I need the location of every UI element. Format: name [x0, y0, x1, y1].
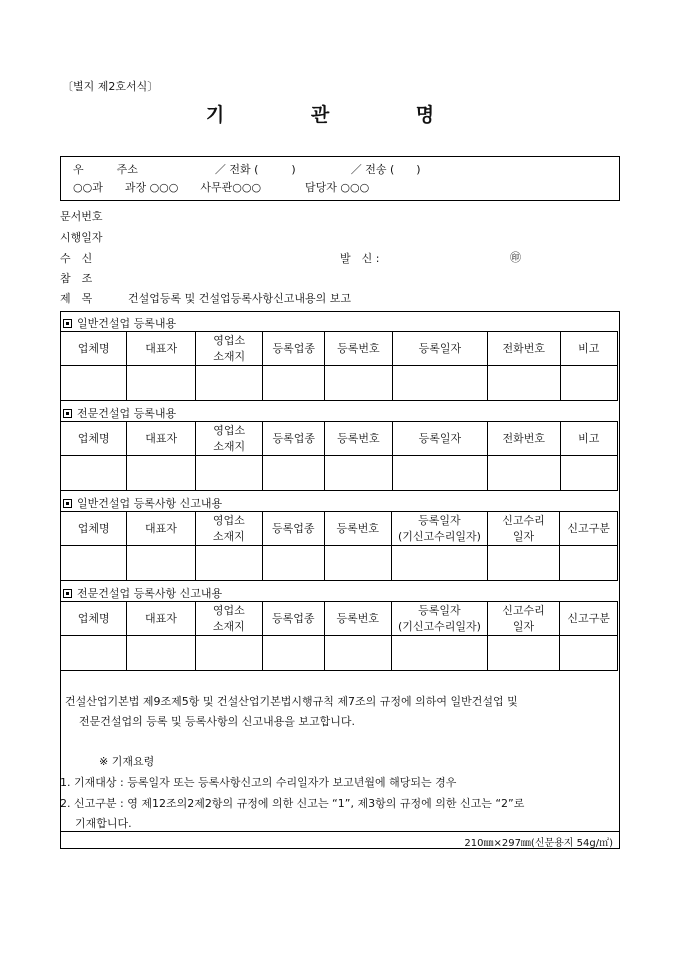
table-cell[interactable] [560, 636, 618, 671]
table-cell[interactable] [560, 546, 618, 581]
section-marker-icon [63, 409, 72, 418]
table-cell[interactable] [195, 636, 262, 671]
column-header [487, 602, 559, 636]
section-specialty-registration [63, 405, 176, 421]
footer-divider [60, 831, 620, 832]
column-header: 대표자 [127, 602, 195, 636]
table-cell[interactable] [61, 366, 127, 401]
column-header: 신고구분 [560, 512, 618, 546]
column-header: 비고 [560, 332, 618, 366]
column-header: 대표자 [127, 512, 195, 546]
report-form [60, 311, 620, 849]
table-cell[interactable] [61, 636, 127, 671]
address-line: 우 주소 ／ 전화 ( ) ／ 전송 ( ) [73, 163, 421, 176]
column-header: 등록번호 [325, 422, 393, 456]
table-cell[interactable] [324, 546, 392, 581]
table-cell[interactable] [195, 366, 262, 401]
column-header [195, 422, 262, 456]
column-header: 대표자 [127, 422, 195, 456]
column-header: 업체명 [61, 332, 127, 366]
table-cell[interactable] [263, 366, 325, 401]
header-line: 영업소 소재지 [213, 423, 246, 453]
table-cell[interactable] [127, 636, 195, 671]
column-header: 등록번호 [325, 332, 393, 366]
subject-text: 건설업등록 및 건설업등록사항신고내용의 보고 [128, 292, 352, 305]
column-header [195, 332, 262, 366]
column-header [195, 512, 262, 546]
sender-label: 발 신 : [340, 252, 380, 265]
doc-number-label: 문서번호 [60, 210, 103, 223]
table-cell[interactable] [560, 456, 618, 491]
column-header: 전화번호 [487, 422, 560, 456]
general-changes-table [60, 511, 618, 581]
report-statement-line1: 건설산업기본법 제9조제5항 및 건설산업기본법시행규칙 제7조의 규정에 의하여 일반건설업 및 [65, 695, 518, 708]
section-label: 일반건설업 등록내용 [77, 317, 177, 330]
table-cell[interactable] [392, 636, 488, 671]
table-cell[interactable] [325, 366, 393, 401]
column-header: 등록번호 [324, 602, 392, 636]
subject-label: 제 목 [60, 292, 93, 305]
header-line: 등록일자 (기신고수리일자) [397, 513, 481, 543]
report-statement-line2: 전문건설업의 등록 및 등록사항의 신고내용을 보고합니다. [79, 715, 356, 728]
column-header: 비고 [560, 422, 618, 456]
section-general-registration [63, 315, 176, 331]
header-line: 등록일자 (기신고수리일자) [397, 603, 481, 633]
form-number-label: 〔별지 제2호서식〕 [62, 80, 159, 93]
header-line: 영업소 소재지 [213, 333, 246, 363]
column-header [195, 602, 262, 636]
column-header: 대표자 [127, 332, 195, 366]
reference-label: 참 조 [60, 272, 93, 285]
header-line: 신고수리 일자 [502, 513, 545, 543]
table-cell[interactable] [392, 456, 487, 491]
table-cell[interactable] [127, 546, 195, 581]
instruction-item-2: 2. 신고구분 : 영 제12조의2제2항의 규정에 의한 신고는 “1”, 제3항의 규정에 의한 신고는 “2”로 [60, 797, 525, 810]
general-registration-table [60, 331, 618, 401]
issue-date-label: 시행일자 [60, 231, 103, 244]
section-label: 전문건설업 등록내용 [77, 407, 177, 420]
section-specialty-changes [63, 585, 222, 601]
contact-line: ○○과 과장 ○○○ 사무관○○○ 담당자 ○○○ [73, 181, 370, 194]
column-header: 등록번호 [324, 512, 392, 546]
address-box [60, 156, 620, 201]
table-cell[interactable] [487, 366, 560, 401]
header-line: 영업소 소재지 [212, 513, 245, 543]
table-cell[interactable] [487, 546, 559, 581]
table-cell[interactable] [127, 366, 195, 401]
section-marker-icon [63, 499, 72, 508]
table-cell[interactable] [61, 546, 127, 581]
column-header [487, 512, 559, 546]
column-header: 등록업종 [262, 602, 324, 636]
table-cell[interactable] [263, 456, 325, 491]
paper-spec: 210㎜×297㎜(신문용지 54g/㎡) [464, 838, 613, 849]
table-cell[interactable] [324, 636, 392, 671]
instruction-item-1: 1. 기재대상 : 등록일자 또는 등록사항신고의 수리일자가 보고년월에 해당되는 경우 [60, 776, 457, 789]
column-header: 등록일자 [392, 422, 487, 456]
section-general-changes [63, 495, 222, 511]
table-cell[interactable] [392, 546, 488, 581]
table-cell[interactable] [195, 546, 262, 581]
column-header: 업체명 [61, 422, 127, 456]
table-cell[interactable] [61, 456, 127, 491]
column-header [392, 602, 488, 636]
column-header: 등록업종 [263, 422, 325, 456]
table-cell[interactable] [195, 456, 262, 491]
header-line: 영업소 소재지 [212, 603, 245, 633]
section-marker-icon [63, 589, 72, 598]
table-cell[interactable] [560, 366, 618, 401]
seal-mark: ㊞ [510, 251, 521, 264]
column-header: 신고구분 [560, 602, 618, 636]
column-header: 등록업종 [262, 512, 324, 546]
table-cell[interactable] [487, 636, 559, 671]
table-cell[interactable] [127, 456, 195, 491]
section-label: 일반건설업 등록사항 신고내용 [77, 497, 223, 510]
column-header: 등록업종 [263, 332, 325, 366]
column-header: 전화번호 [487, 332, 560, 366]
table-cell[interactable] [487, 456, 560, 491]
specialty-changes-table [60, 601, 618, 671]
table-cell[interactable] [262, 636, 324, 671]
column-header: 업체명 [61, 602, 127, 636]
specialty-registration-table [60, 421, 618, 491]
section-marker-icon [63, 319, 72, 328]
column-header [392, 512, 488, 546]
instructions-heading: ※ 기재요령 [99, 755, 155, 768]
header-line: 신고수리 일자 [502, 603, 545, 633]
column-header: 업체명 [61, 512, 127, 546]
instruction-item-2-cont: 기재합니다. [75, 817, 132, 830]
page-title: 기 관 명 [205, 104, 475, 126]
table-cell[interactable] [392, 366, 487, 401]
table-cell[interactable] [325, 456, 393, 491]
recipient-label: 수 신 [60, 252, 93, 265]
section-label: 전문건설업 등록사항 신고내용 [77, 587, 223, 600]
table-cell[interactable] [262, 546, 324, 581]
column-header: 등록일자 [392, 332, 487, 366]
